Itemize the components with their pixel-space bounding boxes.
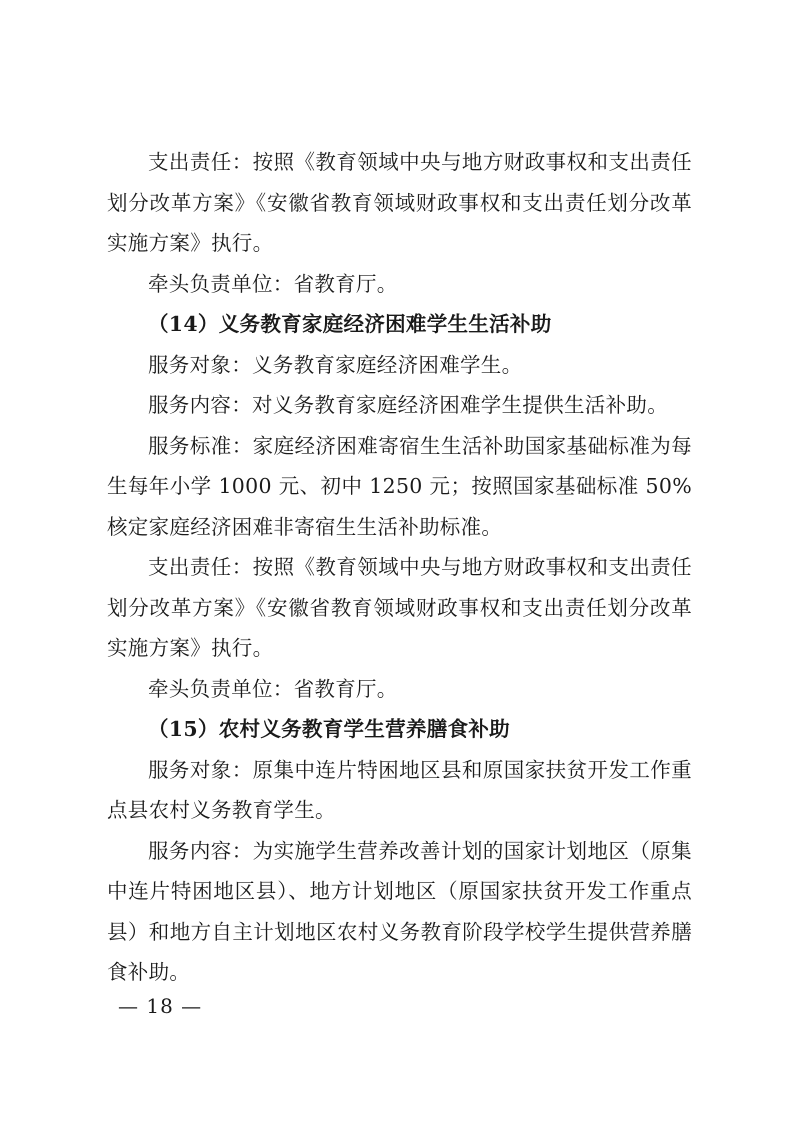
paragraph-service-content-15: 服务内容：为实施学生营养改善计划的国家计划地区（原集中连片特困地区县）、地方计划地区（原国家扶贫开发工作重点县）和地方自主计划地区农村义务教育阶段学校学生提供营养膳食补助。 [107,838,692,984]
paragraph-expenditure-responsibility-14: 支出责任：按照《教育领域中央与地方财政事权和支出责任划分改革方案》《安徽省教育领域财政事权和支出责任划分改革实施方案》执行。 [107,555,692,660]
paragraph-service-target-14: 服务对象：义务教育家庭经济困难学生。 [148,352,523,377]
paragraph-lead-unit-14: 牵头负责单位：省教育厅。 [148,676,398,701]
paragraph-lead-unit-13: 牵头负责单位：省教育厅。 [148,271,398,296]
paragraph-service-standard-14: 服务标准：家庭经济困难寄宿生生活补助国家基础标准为每生每年小学 1000 元、初中 1250 元；按照国家基础标准 50%核定家庭经济困难非寄宿生生活补助标准。 [107,433,692,539]
document-body [107,142,692,993]
paragraph-service-target-15: 服务对象：原集中连片特困地区县和原国家扶贫开发工作重点县农村义务教育学生。 [107,757,692,822]
page-number: — 18 — [118,994,203,1018]
section-heading-14: （14）义务教育家庭经济困难学生生活补助 [148,312,552,336]
section-heading-15: （15）农村义务教育学生营养膳食补助 [148,717,510,741]
paragraph-expenditure-responsibility-13: 支出责任：按照《教育领域中央与地方财政事权和支出责任划分改革方案》《安徽省教育领域财政事权和支出责任划分改革实施方案》执行。 [107,150,692,255]
paragraph-service-content-14: 服务内容：对义务教育家庭经济困难学生提供生活补助。 [148,393,668,417]
